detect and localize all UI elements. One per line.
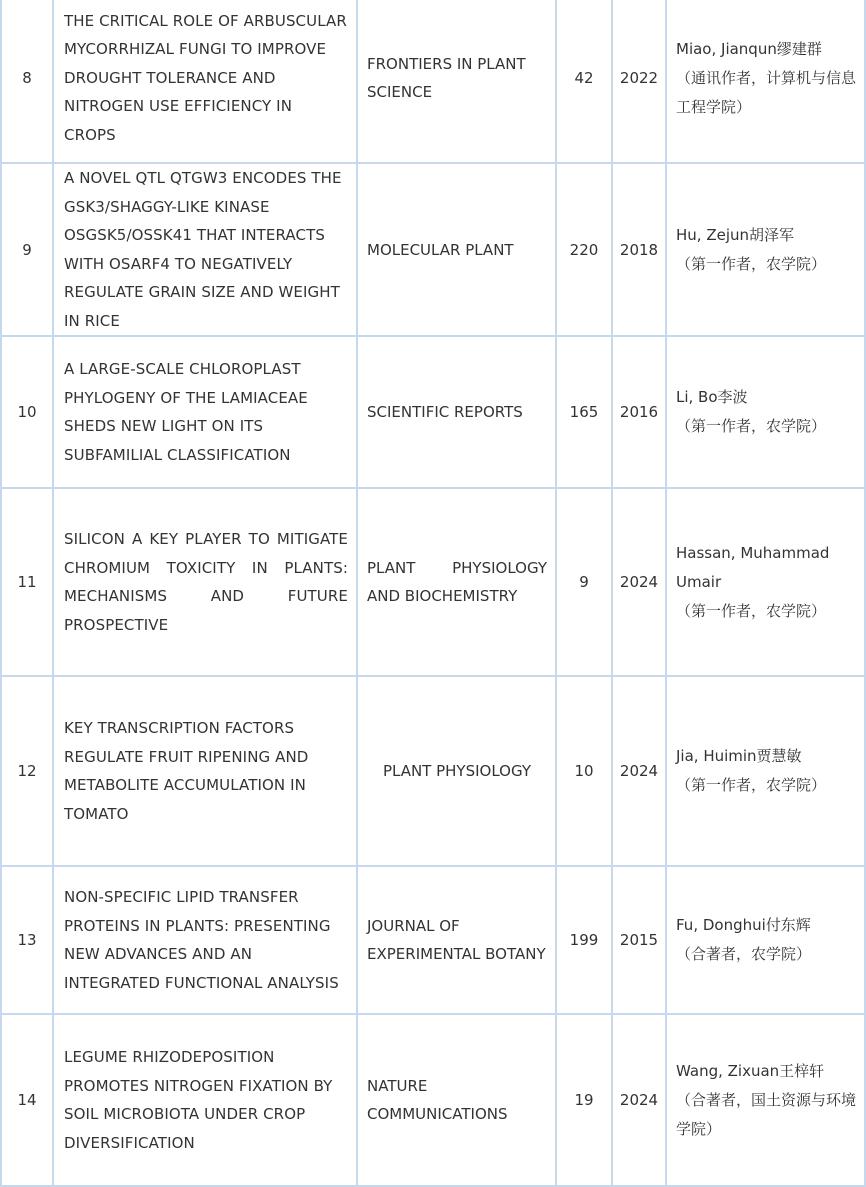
- author-role: （通讯作者，计算机与信息工程学院）: [676, 68, 857, 116]
- row-index: 11: [1, 488, 53, 676]
- table-row: [1, 676, 865, 866]
- author-name: Miao, Jianqun缪建群: [676, 39, 822, 58]
- paper-title: A NOVEL QTL QTGW3 ENCODES THE GSK3/SHAGGY-LIKE KINASE OSGSK5/OSSK41 THAT INTERACTS WITH OSARF4 TO NEGATIVELY REGULATE GRAIN SIZE AND WEIGHT IN RICE: [53, 163, 357, 336]
- author-name: Fu, Donghui付东辉: [676, 916, 811, 934]
- table-row: [1, 163, 865, 336]
- journal-name: NATURE COMMUNICATIONS: [357, 1014, 556, 1186]
- row-index: 8: [1, 0, 53, 163]
- citation-count: 42: [556, 0, 612, 163]
- publication-year: 2024: [612, 488, 666, 676]
- citation-count: 9: [556, 488, 612, 676]
- publication-year: 2015: [612, 866, 666, 1014]
- journal-name: PLANT PHYSIOLOGY: [357, 676, 556, 866]
- author-name: Hassan, Muhammad Umair: [676, 543, 830, 591]
- journal-name: FRONTIERS IN PLANT SCIENCE: [357, 0, 556, 163]
- citation-count: 165: [556, 336, 612, 488]
- table-row: [1, 866, 865, 1014]
- publication-year: 2022: [612, 0, 666, 163]
- author-role: （合著者，国土资源与环境学院）: [676, 1090, 857, 1138]
- author-cell: [666, 1014, 865, 1186]
- journal-name: JOURNAL OF EXPERIMENTAL BOTANY: [357, 866, 556, 1014]
- author-cell: [666, 488, 865, 676]
- author-cell: [666, 676, 865, 866]
- citation-count: 10: [556, 676, 612, 866]
- row-index: 14: [1, 1014, 53, 1186]
- citation-count: 220: [556, 163, 612, 336]
- journal-name: PLANT PHYSIOLOGY AND BIOCHEMISTRY: [357, 488, 556, 676]
- author-role: （第一作者，农学院）: [676, 601, 827, 620]
- paper-title: NON-SPECIFIC LIPID TRANSFER PROTEINS IN PLANTS: PRESENTING NEW ADVANCES AND AN INTEGRATED FUNCTIONAL ANALYSIS: [53, 866, 357, 1014]
- author-name: Hu, Zejun胡泽军: [676, 225, 795, 244]
- row-index: 12: [1, 676, 53, 866]
- row-index: 13: [1, 866, 53, 1014]
- citation-count: 19: [556, 1014, 612, 1186]
- publication-year: 2024: [612, 676, 666, 866]
- publication-year: 2016: [612, 336, 666, 488]
- author-cell: [666, 866, 865, 1014]
- publication-year: 2024: [612, 1014, 666, 1186]
- author-role: （第一作者，农学院）: [676, 776, 827, 794]
- author-role: （第一作者，农学院）: [676, 417, 827, 435]
- citation-count: 199: [556, 866, 612, 1014]
- row-index: 9: [1, 163, 53, 336]
- author-cell: [666, 163, 865, 336]
- table-row: [1, 0, 865, 163]
- author-role: （合著者，农学院）: [676, 945, 812, 963]
- publication-year: 2018: [612, 163, 666, 336]
- paper-title: A LARGE-SCALE CHLOROPLAST PHYLOGENY OF THE LAMIACEAE SHEDS NEW LIGHT ON ITS SUBFAMILIAL CLASSIFICATION: [53, 336, 357, 488]
- author-name: Jia, Huimin贾慧敏: [676, 747, 802, 765]
- journal-name: MOLECULAR PLANT: [357, 163, 556, 336]
- author-name: Li, Bo李波: [676, 388, 748, 406]
- paper-title: KEY TRANSCRIPTION FACTORS REGULATE FRUIT RIPENING AND METABOLITE ACCUMULATION IN TOMATO: [53, 676, 357, 866]
- row-index: 10: [1, 336, 53, 488]
- journal-name: SCIENTIFIC REPORTS: [357, 336, 556, 488]
- author-role: （第一作者，农学院）: [676, 254, 827, 273]
- table-row: [1, 488, 865, 676]
- table-row: [1, 336, 865, 488]
- table-row: [1, 1014, 865, 1186]
- author-name: Wang, Zixuan王梓轩: [676, 1061, 825, 1080]
- paper-title: SILICON A KEY PLAYER TO MITIGATE CHROMIUM TOXICITY IN PLANTS: MECHANISMS AND FUTURE PROSPECTIVE: [53, 488, 357, 676]
- author-cell: [666, 336, 865, 488]
- paper-title: LEGUME RHIZODEPOSITION PROMOTES NITROGEN FIXATION BY SOIL MICROBIOTA UNDER CROP DIVERSIFICATION: [53, 1014, 357, 1186]
- author-cell: [666, 0, 865, 163]
- paper-title: THE CRITICAL ROLE OF ARBUSCULAR MYCORRHIZAL FUNGI TO IMPROVE DROUGHT TOLERANCE AND NITROGEN USE EFFICIENCY IN CROPS: [53, 0, 357, 163]
